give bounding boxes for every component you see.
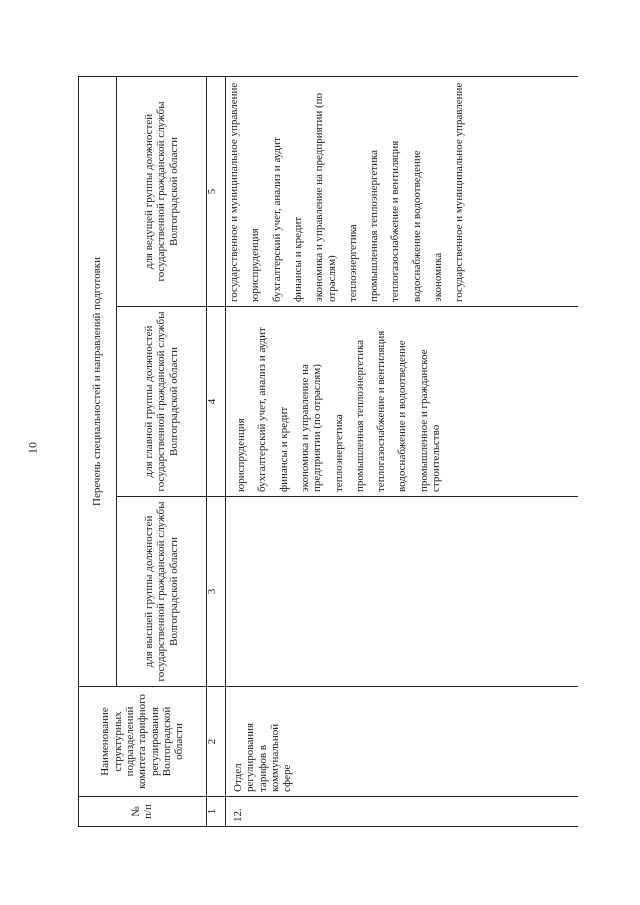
- specialty-item: юриспруденция: [249, 228, 262, 302]
- column-number: 2: [206, 687, 225, 797]
- specialty-item: государственное и муниципальное управление: [227, 82, 240, 302]
- column-number: 4: [206, 307, 225, 497]
- header-specialties-list: Перечень специальностей и направлений подготовки: [79, 77, 117, 687]
- specialty-item: финансы и кредит: [291, 216, 304, 302]
- specialty-item: водоснабжение и водоотведение: [396, 340, 409, 492]
- highest-group-specialties: [225, 497, 578, 687]
- specialty-item: экономика: [432, 252, 445, 302]
- column-number: 1: [206, 797, 225, 827]
- specialty-item: теплоэнергетика: [332, 414, 345, 492]
- header-leading-group: для ведущей группы должностей государственной гражданской службы Волгоградской области: [116, 77, 206, 307]
- specialty-item: промышленная теплоэнергетика: [353, 339, 366, 492]
- specialty-item: государственное и муниципальное управление: [453, 82, 466, 302]
- specialties-table: [78, 76, 578, 827]
- leading-group-specialties: [225, 77, 578, 307]
- header-number: № п/п: [79, 797, 207, 827]
- specialty-item: промышленное и гражданское строительство: [417, 349, 443, 492]
- page-number: 10: [25, 442, 40, 454]
- specialty-item: экономика и управление на предприятии (по отраслям): [298, 364, 324, 492]
- table-row: [225, 77, 578, 827]
- header-structural-unit: Наименование структурных подразделений комитета тарифного регулирования Волгоградской области: [79, 687, 207, 797]
- specialty-item: теплоэнергетика: [346, 224, 359, 302]
- header-row-1: [79, 77, 117, 827]
- specialty-item: бухгалтерский учет, анализ и аудит: [270, 137, 283, 302]
- specialty-item: водоснабжение и водоотведение: [410, 150, 423, 302]
- header-highest-group: для высшей группы должностей государственной гражданской службы Волгоградской области: [116, 497, 206, 687]
- row-number: 12.: [225, 797, 578, 827]
- column-numbers-row: [206, 77, 225, 827]
- column-number: 5: [206, 77, 225, 307]
- specialty-item: теплогазоснабжение и вентиляция: [375, 330, 388, 492]
- specialty-item: теплогазоснабжение и вентиляция: [389, 140, 402, 302]
- specialty-item: экономика и управление на предприятии (по отраслям): [313, 92, 338, 302]
- specialty-item: промышленная теплоэнергетика: [368, 149, 381, 302]
- specialty-item: юриспруденция: [234, 418, 247, 492]
- column-number: 3: [206, 497, 225, 687]
- structural-unit-name: Отдел регулирования тарифов в коммунальной сфере: [225, 687, 578, 797]
- specialty-item: бухгалтерский учет, анализ и аудит: [256, 327, 269, 492]
- header-main-group: для главной группы должностей государственной гражданской службы Волгоградской области: [116, 307, 206, 497]
- main-group-specialties: [225, 307, 578, 497]
- specialty-item: финансы и кредит: [277, 406, 290, 492]
